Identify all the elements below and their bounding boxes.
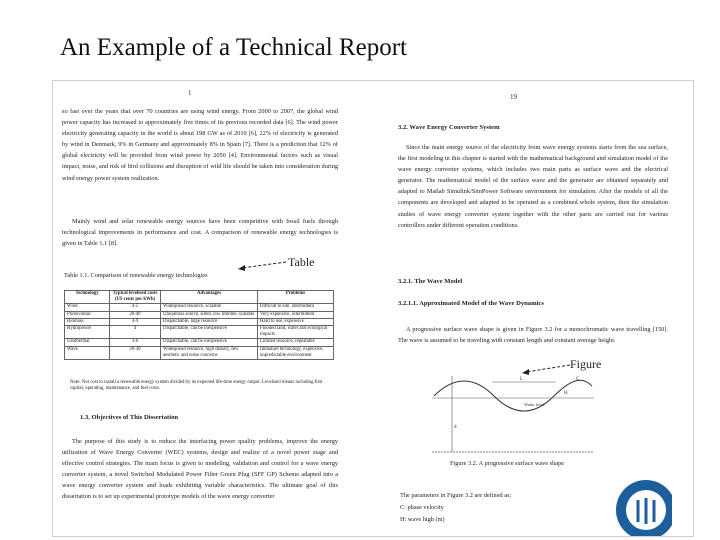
table-cell: Limited resource, repeatable [258, 339, 334, 346]
table-row [65, 346, 334, 359]
table-cell: Ubiquitous source, silent, low lifetime, scalable [161, 311, 258, 318]
left-document-page [60, 84, 340, 534]
figure-callout-arrow [520, 360, 572, 380]
right-document-page [372, 86, 672, 536]
table-row [65, 311, 334, 318]
table-row [65, 339, 334, 346]
right-paragraph-1: Since the main energy source of the electricity from wave energy systems starts from the sea surface, the first modeling in this chapter is started with the mathematical background and simulation model of the wave energy converter systems, which includes two main parts as surface wave and the electrical generator. The mathematical model of the surface wave and the generator are obtained separately and adapted to Matlab Simulink/SimPower Software environment for simulation. After the models of all the components are developed and adapted to be operated as a combined whole system, then the simulation studies of wave energy converter system together with the other parts are carried out for various controllers under different operation conditions. [398, 144, 668, 229]
table-note: Note: Not cost to install a renewable energy system divided by its expected life-time energy output. Levelised means including first capital, operating, maintenance, and fuel costs. [70, 380, 323, 392]
table-callout-arrow [236, 256, 288, 276]
left-paragraph-2: Mainly wind and solar renewable energy sources have been competitive with fossil fuels through technological improvements in performance and cost. A comparison of renewable energy technologies is given in Table 1.1 [8]. [62, 218, 338, 248]
table-cell: Dispatchable, can be inexpensive [161, 339, 258, 346]
figure-caption: Figure 3.2. A progressive surface wave shape [450, 460, 565, 467]
params-intro: The parameters in Figure 3.2 are defined as; [400, 492, 512, 499]
table-header-cell: Problems [258, 291, 334, 304]
table-cell: Dispatchable, large resource [161, 318, 258, 325]
left-paragraph-3: The purpose of this study is to reduce the interfacing power quality problems, improve the energy utilization of Wave Energy Converter (WEC) systems, design and realize of a novel power stage and effective control strategies. The main focus is given to modeling, validation and control for a wave energy converter system, a novel Switched Modulated Power Filter Green Plug (SFF GP) Scheme adapted into a wave energy converter system and loads exhibiting variable characteristics. The ultimate goal of this dissertation is to set up experimental prototype models of the wave energy converter [62, 438, 338, 501]
depth-label: d [454, 425, 457, 430]
left-section-heading: 1.3. Objectives of This Dissertation [80, 414, 179, 421]
comparison-table [64, 290, 334, 360]
table-cell: 3-6 [110, 339, 161, 346]
table-cell: Widespread resource, scalable [161, 304, 258, 311]
right-page-number: 19 [510, 93, 517, 101]
wave-curve [434, 380, 592, 411]
table-callout-label: Table [288, 255, 315, 269]
param-item: C: phase velocity [400, 504, 444, 511]
table-cell: Wave [65, 346, 110, 359]
left-paragraph-1: so fast over the years that over 70 countries are using wind energy. From 2000 to 2007, the global wind power capacity has increased to approximately five times of its previous recorded data [6]. The wind power electricity generating capacity in the world is about 198 GW as of 2010 [6], 22% of electricity is generated by wind in Denmark, 9% in Germany and approximately 8% in Spain [7]. There is a prediction that 12% of global electricity will be provided from wind power by 2050 [4]. Environmental factors such as visual impact, noise, and risk of bird collisions and disruption of wild life should be taken into consideration during wind energy power system realization. [62, 108, 338, 182]
water-level-label: Water level [524, 402, 545, 407]
table-caption: Table 1.1. Comparison of renewable energy technologies [64, 272, 208, 279]
table-cell: Hydropower [65, 326, 110, 339]
table-cell: Photovoltaic [65, 311, 110, 318]
table-cell: Flooded land, water and ecological impacts [258, 326, 334, 339]
right-paragraph-2: A progressive surface wave shape is given in Figure 3.2 for a monochromatic wave travelling [150]. The wave is assumed to be traveling with constant length and constant average height. [398, 326, 668, 345]
table-header-cell: Typical levelised costs (US cents per kWh) [110, 291, 161, 304]
table-cell: Hard to use, expensive [258, 318, 334, 325]
table-cell: Wind [65, 304, 110, 311]
left-page-number: 1 [188, 89, 192, 97]
height-label: H [564, 391, 568, 396]
university-seal-icon [608, 472, 672, 536]
table-cell: Geothermal [65, 339, 110, 346]
table-row [65, 326, 334, 339]
table-cell: Very expensive, intermittent [258, 311, 334, 318]
table-header-cell: Advantages [161, 291, 258, 304]
table-cell: 20-30 [110, 346, 161, 359]
table-header-row [65, 291, 334, 304]
table-cell: Biomass [65, 318, 110, 325]
figure-callout-label: Figure [570, 357, 602, 371]
table-cell: 4-9 [110, 318, 161, 325]
celerity-label: C [576, 377, 580, 382]
table-row [65, 318, 334, 325]
right-subheading-2: 3.2.1.1. Approximated Model of the Wave Dynamics [398, 300, 544, 307]
table-cell: 20-40 [110, 311, 161, 318]
table-cell: Immature technology, expensive, unpredictable environment [258, 346, 334, 359]
table-cell: 4 [110, 326, 161, 339]
table-header-cell: Technology [65, 291, 110, 304]
table-cell: Dispatchable, can be inexpensive [161, 326, 258, 339]
right-subheading-1: 3.2.1. The Wave Model [398, 278, 463, 285]
wavelength-label: L [520, 377, 524, 382]
table-cell: Difficult to site, intermittent [258, 304, 334, 311]
param-item: H: wave high (m) [400, 516, 445, 523]
table-row [65, 304, 334, 311]
right-section-heading: 3.2. Wave Energy Converter System [398, 124, 500, 131]
slide-title: An Example of a Technical Report [60, 34, 407, 61]
wave-figure [428, 372, 598, 454]
table-cell: Widespread resource, high density, few aesthetic and noise concerns [161, 346, 258, 359]
table-cell: 4-5 [110, 304, 161, 311]
